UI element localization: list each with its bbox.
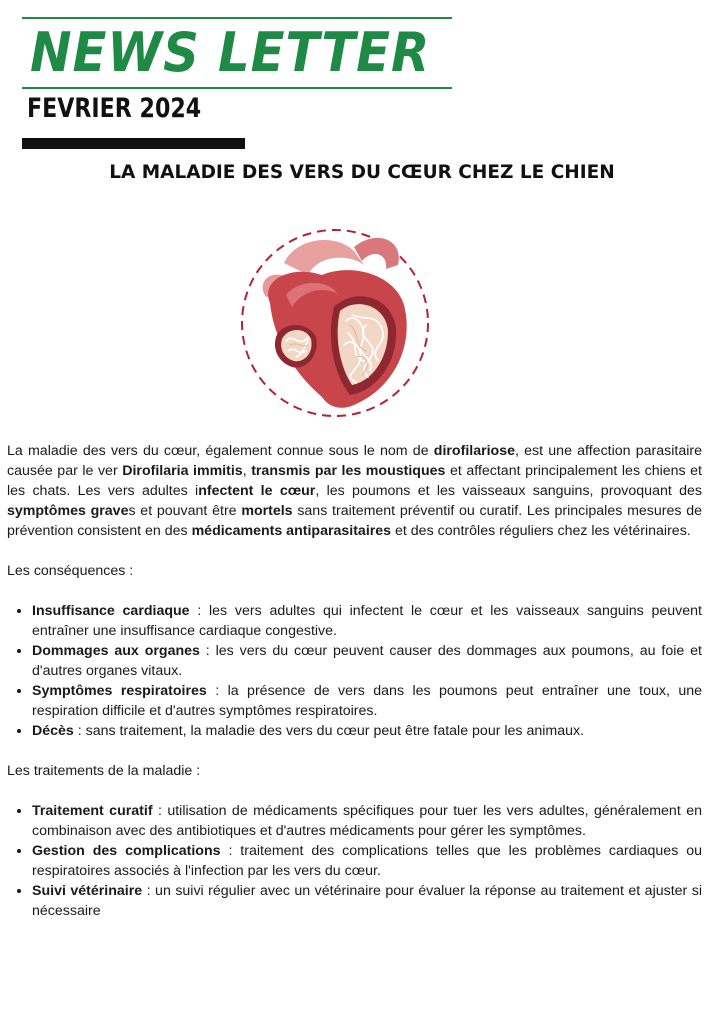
consequence-item <box>32 721 702 741</box>
intro-text: , <box>242 463 252 479</box>
header-mid-rule <box>22 87 452 89</box>
article-title: LA MALADIE DES VERS DU CŒUR CHEZ LE CHIEN <box>109 162 615 183</box>
heart-with-worms-icon <box>226 225 446 421</box>
treatment-item-text: : un suivi régulier avec un vétérinaire pour évaluer la réponse au traitement et ajuster si nécessaire <box>32 883 702 919</box>
consequence-item-term: Symptômes respiratoires <box>32 683 207 699</box>
treatment-item-term: Suivi vétérinaire <box>32 883 143 899</box>
intro-text: et des contrôles réguliers chez les vétérinaires. <box>391 523 691 539</box>
treatment-item <box>32 881 702 921</box>
consequence-item-text: : les vers du cœur peuvent causer des dommages aux poumons, au foie et d'autres organes vitaux. <box>32 643 702 679</box>
heart-worms-illustration <box>226 225 446 421</box>
consequence-item-text: : la présence de vers dans les poumons peut entraîner une toux, une respiration difficile et d'autres symptômes respiratoires. <box>32 683 702 719</box>
consequence-item <box>32 601 702 641</box>
intro-bold-text: médicaments antiparasitaires <box>191 523 392 539</box>
intro-bold-text: symptômes grave <box>7 503 129 519</box>
treatment-item <box>32 801 702 841</box>
consequence-item-text: : les vers adultes qui infectent le cœur et les vaisseaux sanguins peuvent entraîner une insuffisance cardiaque congestive. <box>32 603 702 639</box>
consequence-item-term: Insuffisance cardiaque <box>32 603 190 619</box>
intro-text: s et pouvant être <box>128 503 242 519</box>
intro-text: La maladie des vers du cœur, également connue sous le nom de <box>7 443 434 459</box>
intro-text: sans traitement préventif ou curatif. Les principales mesures de prévention consistent en des <box>7 503 702 539</box>
consequence-item-text: : sans traitement, la maladie des vers du cœur peut être fatale pour les animaux. <box>73 723 585 739</box>
intro-text: , est une affection parasitaire causée par le ver <box>7 443 702 479</box>
treatment-item-text: : traitement des complications telles que les problèmes cardiaques ou respiratoires associés à l'infection par les vers du cœur. <box>32 843 702 879</box>
consequence-item <box>32 681 702 721</box>
intro-bold-text: nfectent le cœur <box>198 483 316 499</box>
intro-bold-text: Dirofilaria immitis <box>122 463 243 479</box>
consequences-label: Les conséquences : <box>7 563 134 579</box>
intro-bold-text: dirofilariose <box>433 443 516 459</box>
consequence-item-term: Dommages aux organes <box>32 643 200 659</box>
intro-paragraph <box>7 441 702 541</box>
treatments-list <box>7 801 702 921</box>
treatment-item-term: Gestion des complications <box>32 843 221 859</box>
intro-bold-text: mortels <box>241 503 293 519</box>
treatments-label: Les traitements de la maladie : <box>7 763 201 779</box>
treatment-item-text: : utilisation de médicaments spécifiques pour tuer les vers adultes, généralement en combinaison avec des antibiotiques et d'autres médicaments pour gérer les symptômes. <box>32 803 702 839</box>
intro-bold-text: transmis par les moustiques <box>251 463 446 479</box>
header-black-bar <box>22 138 245 149</box>
treatment-item-term: Traitement curatif <box>32 803 153 819</box>
header-top-rule <box>22 17 452 19</box>
newsletter-title: NEWS LETTER <box>30 21 431 84</box>
consequence-item-term: Décès <box>32 723 74 739</box>
consequence-item <box>32 641 702 681</box>
intro-text: et affectant principalement les chiens et les chats. Les vers adultes i <box>7 463 702 499</box>
intro-text: , les poumons et les vaisseaux sanguins, provoquant des <box>315 483 702 499</box>
treatment-item <box>32 841 702 881</box>
article-body <box>7 441 702 941</box>
issue-date: FEVRIER 2024 <box>27 93 202 124</box>
consequences-list <box>7 601 702 741</box>
